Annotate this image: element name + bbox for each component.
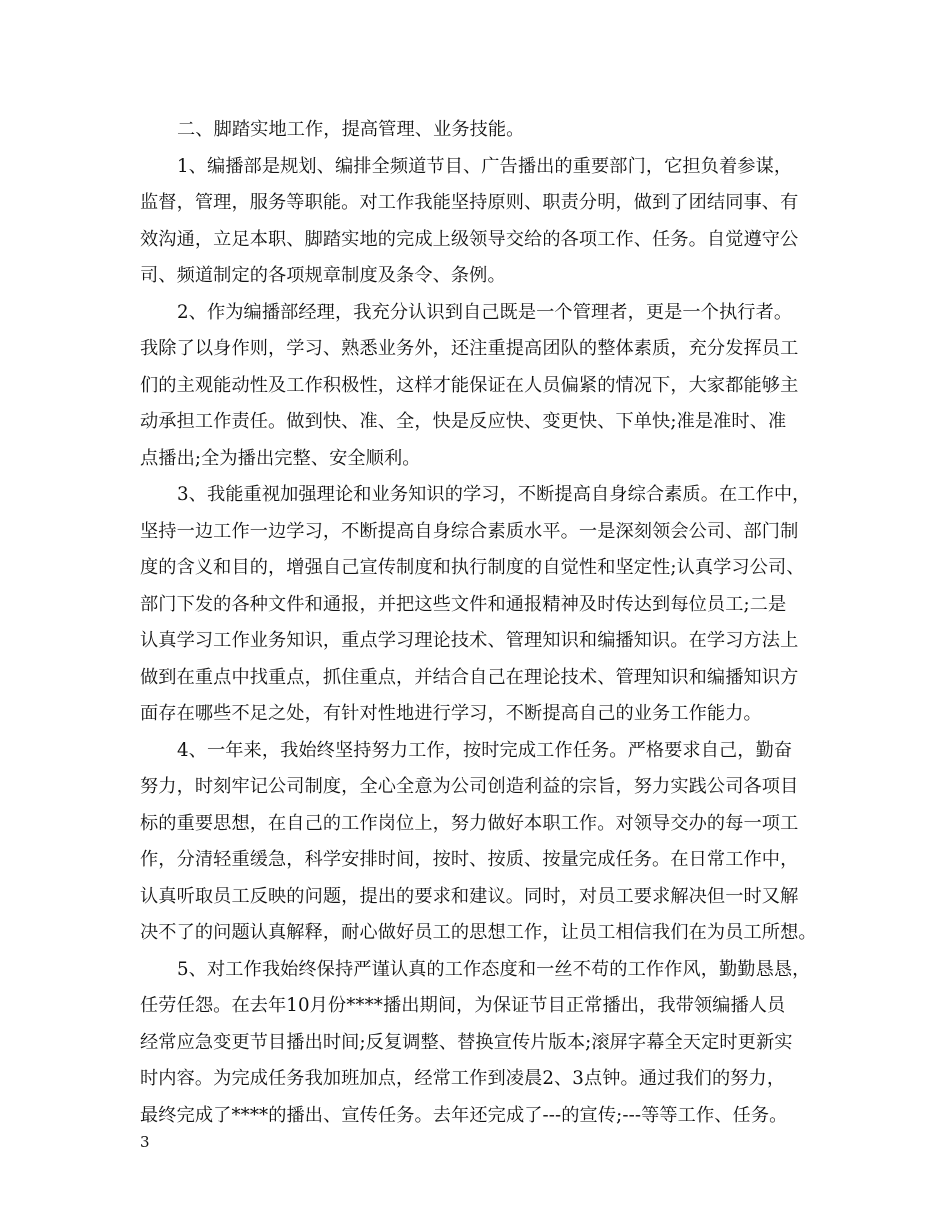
paragraph-2-line-5: 点播出;全为播出完整、安全顺利。 <box>140 447 421 469</box>
paragraph-2-line-1: 2、作为编播部经理，我充分认识到自己既是一个管理者，更是一个执行者。 <box>177 301 793 323</box>
paragraph-3-line-5: 认真学习工作业务知识，重点学习理论技术、管理知识和编播知识。在学习方法上 <box>140 630 799 651</box>
paragraph-2-line-2: 我除了以身作则，学习、熟悉业务外，还注重提高团队的整体素质，充分发挥员工 <box>140 338 799 359</box>
paragraph-3-line-4: 部门下发的各种文件和通报，并把这些文件和通报精神及时传达到每位员工;二是 <box>140 593 787 615</box>
paragraph-5-line-4: 时内容。为完成任务我加班加点，经常工作到凌晨2、3点钟。通过我们的努力， <box>140 1068 786 1089</box>
paragraph-1-line-1: 1、编播部是规划、编排全频道节目、广告播出的重要部门，它担负着参谋， <box>177 155 793 177</box>
paragraph-5-line-2: 任劳任怨。在去年10月份****播出期间，为保证节目正常播出，我带领编播人员 <box>140 995 786 1016</box>
paragraph-4-line-2: 努力，时刻牢记公司制度，全心全意为公司创造利益的宗旨，努力实践公司各项目 <box>140 776 799 797</box>
paragraph-1-line-4: 司、频道制定的各项规章制度及条令、条例。 <box>140 265 506 286</box>
paragraph-2-line-4: 动承担工作责任。做到快、准、全，快是反应快、变更快、下单快;准是准时、准 <box>140 411 787 432</box>
paragraph-1-line-3: 效沟通，立足本职、脚踏实地的完成上级领导交给的各项工作、任务。自觉遵守公 <box>140 228 799 250</box>
paragraph-4-line-5: 认真听取员工反映的问题，提出的要求和建议。同时，对员工要求解决但一时又解 <box>140 885 799 907</box>
paragraph-1-line-2: 监督，管理，服务等职能。对工作我能坚持原则、职责分明，做到了团结同事、有 <box>140 192 799 213</box>
paragraph-4-line-6: 决不了的问题认真解释，耐心做好员工的思想工作，让员工相信我们在为员工所想。 <box>140 922 817 943</box>
paragraph-5-line-1: 5、对工作我始终保持严谨认真的工作态度和一丝不苟的工作作风，勤勤恳恳， <box>177 958 811 980</box>
paragraph-3-line-7: 面存在哪些不足之处，有针对性地进行学习，不断提高自己的业务工作能力。 <box>140 703 762 724</box>
paragraph-3-line-1: 3、我能重视加强理论和业务知识的学习，不断提高自身综合素质。在工作中， <box>177 484 811 505</box>
page-number: 3 <box>140 1133 150 1151</box>
paragraph-4-line-4: 作，分清轻重缓急，科学安排时间，按时、按质、按量完成任务。在日常工作中， <box>140 849 799 870</box>
paragraph-2-line-3: 们的主观能动性及工作积极性，这样才能保证在人员偏紧的情况下，大家都能够主 <box>140 374 799 396</box>
paragraph-3-line-3: 度的含义和目的，增强自己宣传制度和执行制度的自觉性和坚定性;认真学习公司、 <box>140 557 805 578</box>
paragraph-3-line-2: 坚持一边工作一边学习，不断提高自身综合素质水平。一是深刻领会公司、部门制 <box>140 520 799 542</box>
paragraph-5-line-3: 经常应急变更节目播出时间;反复调整、替换宣传片版本;滚屏字幕全天定时更新实 <box>140 1031 793 1053</box>
paragraph-4-line-1: 4、一年来，我始终坚持努力工作，按时完成工作任务。严格要求自己，勤奋 <box>177 739 793 761</box>
document-body <box>140 112 825 1134</box>
paragraph-4-line-3: 标的重要思想，在自己的工作岗位上，努力做好本职工作。对领导交办的每一项工 <box>140 812 799 834</box>
paragraph-3-line-6: 做到在重点中找重点，抓住重点，并结合自己在理论技术、管理知识和编播知识方 <box>140 666 799 688</box>
section-heading: 二、脚踏实地工作，提高管理、业务技能。 <box>177 119 525 140</box>
paragraph-5-line-5: 最终完成了****的播出、宣传任务。去年还完成了---的宣传;---等等工作、任务。 <box>140 1104 788 1126</box>
